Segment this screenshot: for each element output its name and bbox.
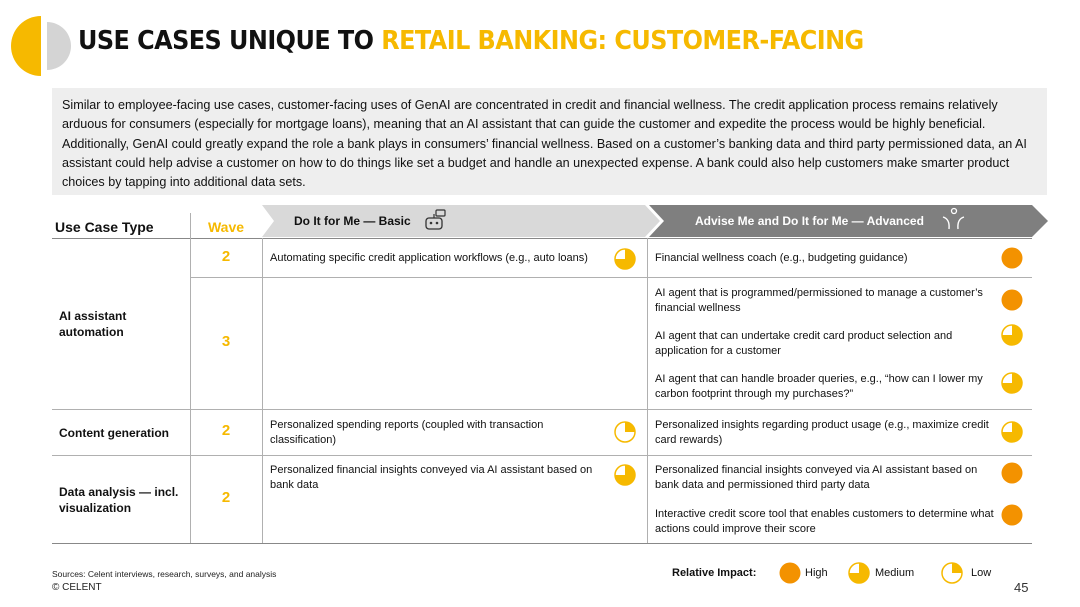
cell-adv-wellness-coach: Financial wellness coach (e.g., budgeting guidance) bbox=[655, 252, 908, 264]
legend-high-label: High bbox=[805, 567, 828, 579]
legend-low-label: Low bbox=[971, 567, 992, 579]
medium-impact-icon bbox=[614, 248, 636, 270]
legend-medium-icon bbox=[848, 562, 870, 584]
legend-low-icon bbox=[941, 562, 963, 584]
copyright: © CELENT bbox=[52, 582, 102, 593]
cell-basic-credit-workflows: Automating specific credit application workflows (e.g., auto loans) bbox=[270, 252, 588, 264]
legend-high-icon bbox=[779, 562, 801, 584]
wave-data-analysis: 2 bbox=[221, 489, 231, 506]
high-impact-icon bbox=[1001, 289, 1023, 311]
thinking-person-icon bbox=[940, 207, 966, 231]
sources-note: Sources: Celent interviews, research, surveys, and analysis bbox=[52, 569, 277, 579]
column-header-wave: Wave bbox=[207, 219, 245, 235]
medium-impact-icon bbox=[1001, 372, 1023, 394]
legend-title: Relative Impact: bbox=[672, 567, 757, 579]
high-impact-icon bbox=[1001, 504, 1023, 526]
legend-medium-label: Medium bbox=[875, 567, 915, 579]
wave-ai-assistant-2: 2 bbox=[221, 248, 231, 265]
cell-adv-broader-queries: AI agent that can handle broader queries, e.g., “how can I lower my carbon footprint through my purchases?” bbox=[655, 373, 983, 400]
robot-icon bbox=[423, 208, 447, 232]
low-impact-icon bbox=[614, 421, 636, 443]
page-number: 45 bbox=[1014, 580, 1029, 595]
wave-content-generation: 2 bbox=[221, 422, 231, 439]
row-label-data-analysis: Data analysis — incl. visualization bbox=[59, 485, 179, 515]
cell-adv-credit-score-tool: Interactive credit score tool that enables customers to determine what actions could improve their score bbox=[655, 508, 994, 535]
celent-logo bbox=[11, 14, 71, 78]
cell-basic-spending-reports: Personalized spending reports (coupled with transaction classification) bbox=[270, 419, 544, 446]
row-label-ai-assistant: AI assistant automation bbox=[59, 309, 127, 339]
cell-adv-credit-card-selection: AI agent that can undertake credit card product selection and application for a customer bbox=[655, 330, 953, 357]
column-header-basic: Do It for Me — Basic bbox=[294, 214, 411, 228]
cell-adv-product-usage: Personalized insights regarding product usage (e.g., maximize credit card rewards) bbox=[655, 419, 989, 446]
page-title: USE CASES UNIQUE TO RETAIL BANKING: CUSTOMER-FACING bbox=[78, 26, 864, 56]
page-title-accent: RETAIL BANKING: CUSTOMER-FACING bbox=[381, 26, 864, 56]
column-header-use-case: Use Case Type bbox=[55, 219, 154, 235]
high-impact-icon bbox=[1001, 462, 1023, 484]
cell-basic-financial-insights: Personalized financial insights conveyed via AI assistant based on bank data bbox=[270, 464, 593, 491]
column-header-advanced: Advise Me and Do It for Me — Advanced bbox=[695, 214, 924, 228]
row-label-content-generation: Content generation bbox=[59, 426, 169, 440]
medium-impact-icon bbox=[1001, 421, 1023, 443]
intro-paragraph: Similar to employee-facing use cases, customer-facing uses of GenAI are concentrated in credit and financial wellness. The credit application process remains relatively arduous for consumers (especially for mortgage loans), meaning that an AI assistant that can guide the customer and expedite the process would be highly beneficial. Additionally, GenAI could greatly expand the role a bank plays in consumers’ financial wellness. Based on a customer’s banking data and third party permissioned data, an AI assistant could help advise a customer on how to do things like set a budget and handle an unexpected expense. A bank could also help customers make smarter product choices by tapping into additional data sets. bbox=[52, 88, 1047, 195]
high-impact-icon bbox=[1001, 247, 1023, 269]
medium-impact-icon bbox=[614, 464, 636, 486]
cell-adv-manage-wellness: AI agent that is programmed/permissioned to manage a customer’s financial wellness bbox=[655, 287, 983, 314]
wave-ai-assistant-3: 3 bbox=[221, 333, 231, 350]
cell-adv-financial-insights-third-party: Personalized financial insights conveyed via AI assistant based on bank data and permissioned third party data bbox=[655, 464, 978, 491]
medium-impact-icon bbox=[1001, 324, 1023, 346]
